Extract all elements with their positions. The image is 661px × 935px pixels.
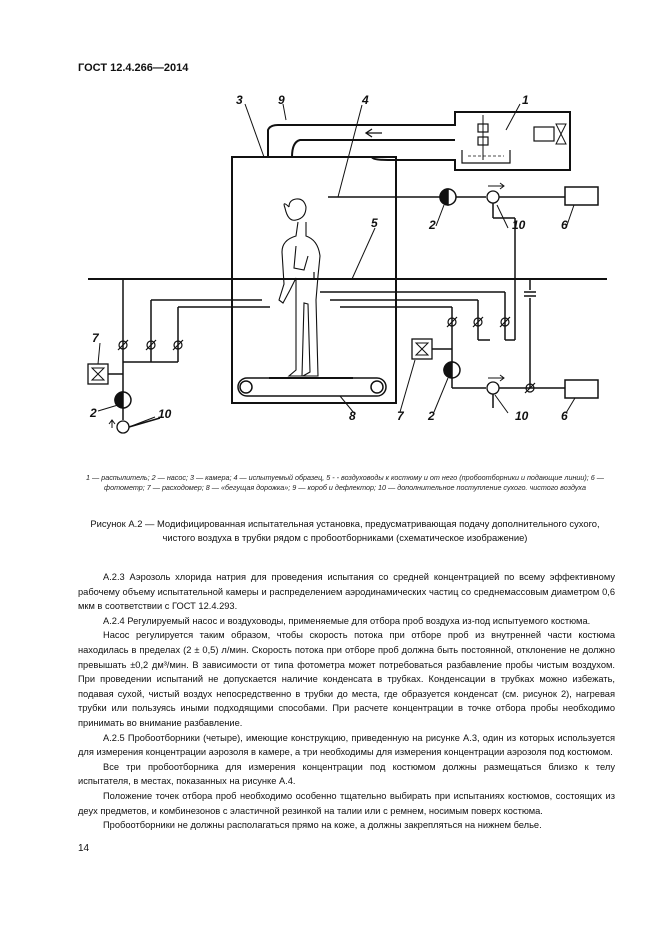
label-9: 9 [278,93,285,107]
figure-legend: 1 — распылитель; 2 — насос; 3 — камера; 4 — испытуемый образец, 5 - - воздуховоды к костюму и от него (пробоотборники и подающие линии); 6 — фотометр; 7 — расходомер; 8 — «бегущая дорожка»; 9 — короб и дефлектор; 10 — дополнительное поступление сухого. чистого воздуха [86,473,604,493]
photometer-top [565,187,598,205]
paragraph: Положение точек отбора проб необходимо особенно тщательно выбирать при испытаниях костюмов, состоящих из деух предметов, и комбинезонов с эластичной резинкой на талии или с ремнем, носимым поверх костюма. [78,790,615,816]
label-3: 3 [236,93,243,107]
paragraph: А.2.5 Пробоотборники (четыре), имеющие конструкцию, приведенную на рисунке А.3, один из которых используется для измерения концентрации аэрозоля в камере, а три необходимы для измерения концентрации аэрозоля под костюмом. [78,732,615,758]
photometer-bottom [565,380,598,398]
label-8: 8 [349,409,356,423]
label-4: 4 [362,93,369,107]
page-number: 14 [78,843,90,854]
label-1: 1 [522,93,529,107]
paragraph: Все три пробоотборника для измерения концентрации под костюмом должны размещаться близко к телу испытателя, в местах, показанных на рисунке А.4. [78,761,615,787]
label-6-bottom: 6 [561,409,568,423]
label-2-right: 2 [428,409,435,423]
label-2-left: 2 [90,406,97,420]
label-7-right: 7 [397,409,404,423]
label-2-top: 2 [429,218,436,232]
figure-title: Рисунок А.2 — Модифицированная испытательная установка, предусматривающая подачу дополнительного сухого, чистого воздуха в трубки рядом с пробоотборниками (схематическое изображение) [90,518,600,543]
schematic-figure [0,80,661,475]
label-10-right: 10 [515,409,529,423]
standard-header: ГОСТ 12.4.266—2014 [78,62,189,74]
label-6-top: 6 [561,218,568,232]
paragraph: Пробоотборники не должны располагаться прямо на коже, а должны закрепляться на нижнем белье. [103,820,542,831]
label-10-left: 10 [158,407,172,421]
body-text [78,570,615,833]
label-7-left: 7 [92,331,99,345]
treadmill [238,378,386,396]
paragraph: Насос регулируется таким образом, чтобы скорость потока при отборе проб из внутренней части костюма находилась в пределах (2 ± 0,5) л/мин. Скорость потока при отборе проб должна быть постоянной, отклонение не должно превышать ±0,2 дм³/мин. В зависимости от типа фотометра может потребоваться разбавление пробы чистым воздухом. При проведении испытаний не допускается наличие конденсата в трубках. Конденсации в трубках можно избежать, подавая сухой, чистый воздух непосредственно в трубки до места, где образуется конденсат (см. рисунок 2), нагревая трубки или пользуясь иными подходящими способами. При расчете концентрации в точке отбора пробы необходимо принимать во внимание разбавление. [78,630,615,728]
label-10-top: 10 [512,218,526,232]
test-subject [279,199,320,376]
paragraph: А.2.3 Аэрозоль хлорида натрия для проведения испытания со средней концентрацией по всему эффективному рабочему объему испытательной камеры и распределением аэродинамических частиц со среднемассовым диаметром 0,6 мкм в соответствии с ГОСТ 12.4.293. [78,572,615,612]
paragraph: А.2.4 Регулируемый насос и воздуховоды, применяемые для отбора проб воздуха из-под испытуемого костюма. [103,615,591,626]
label-5: 5 [371,216,378,230]
